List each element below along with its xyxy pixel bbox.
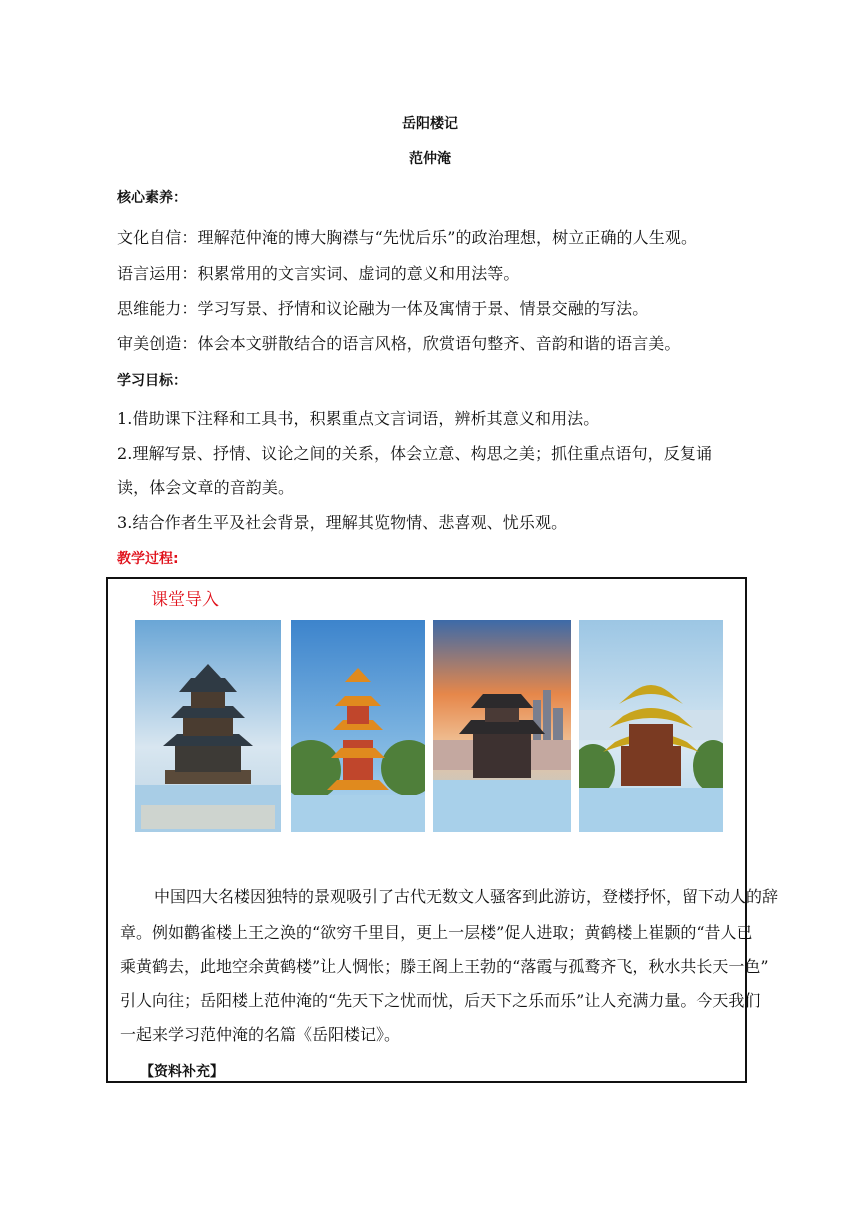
yellow-crane-tower-photo (291, 620, 425, 832)
yueyang-tower-photo (579, 620, 723, 832)
core-item: 语言运用：积累常用的文言实词、虚词的意义和用法等。 (117, 264, 520, 283)
lesson-intro-box (106, 577, 779, 1083)
learning-goals-heading: 学习目标： (117, 373, 187, 389)
document-author: 范仲淹 (409, 151, 451, 167)
supplementary-material-label: 【资料补充】 (140, 1064, 224, 1080)
goal-line: 2.理解写景、抒情、议论之间的关系，体会立意、构思之美；抓住重点语句，反复诵 (117, 444, 713, 463)
intro-section-label: 课堂导入 (151, 590, 219, 610)
teaching-process-heading: 教学过程: (117, 551, 179, 567)
core-item: 思维能力：学习写景、抒情和议论融为一体及寓情于景、情景交融的写法。 (117, 299, 649, 318)
core-item: 审美创造：体会本文骈散结合的语言风格，欣赏语句整齐、音韵和谐的语言美。 (117, 334, 681, 353)
four-towers-poster (135, 620, 723, 832)
core-item: 文化自信：理解范仲淹的博大胸襟与“先忧后乐”的政治理想，树立正确的人生观。 (117, 228, 698, 247)
goal-line: 3.结合作者生平及社会背景，理解其览物情、悲喜观、忧乐观。 (117, 513, 568, 532)
stork-tower-photo (135, 620, 281, 832)
goal-line: 1.借助课下注释和工具书，积累重点文言词语，辨析其意义和用法。 (117, 409, 600, 428)
intro-paragraph-line: 中国四大名楼因独特的景观吸引了古代无数文人骚客到此游访，登楼抒怀，留下动人的辞 (154, 887, 779, 906)
core-competencies-heading: 核心素养： (117, 190, 187, 206)
document-title: 岳阳楼记 (402, 116, 458, 132)
intro-paragraph-line: 乘黄鹤去，此地空余黄鹤楼”让人惆怅；滕王阁上王勃的“落霞与孤鹜齐飞，秋水共长天一色” (120, 957, 769, 976)
intro-paragraph-line: 章。例如鹳雀楼上王之涣的“欲穷千里目，更上一层楼”促人进取；黄鹤楼上崔颢的“昔人已 (120, 923, 753, 942)
intro-paragraph-line: 一起来学习范仲淹的名篇《岳阳楼记》。 (120, 1025, 401, 1044)
goal-line: 读，体会文章的音韵美。 (117, 478, 295, 497)
tengwang-pavilion-photo (433, 620, 571, 832)
intro-paragraph-line: 引人向往；岳阳楼上范仲淹的“先天下之忧而忧，后天下之乐而乐”让人充满力量。今天我们 (120, 991, 761, 1010)
